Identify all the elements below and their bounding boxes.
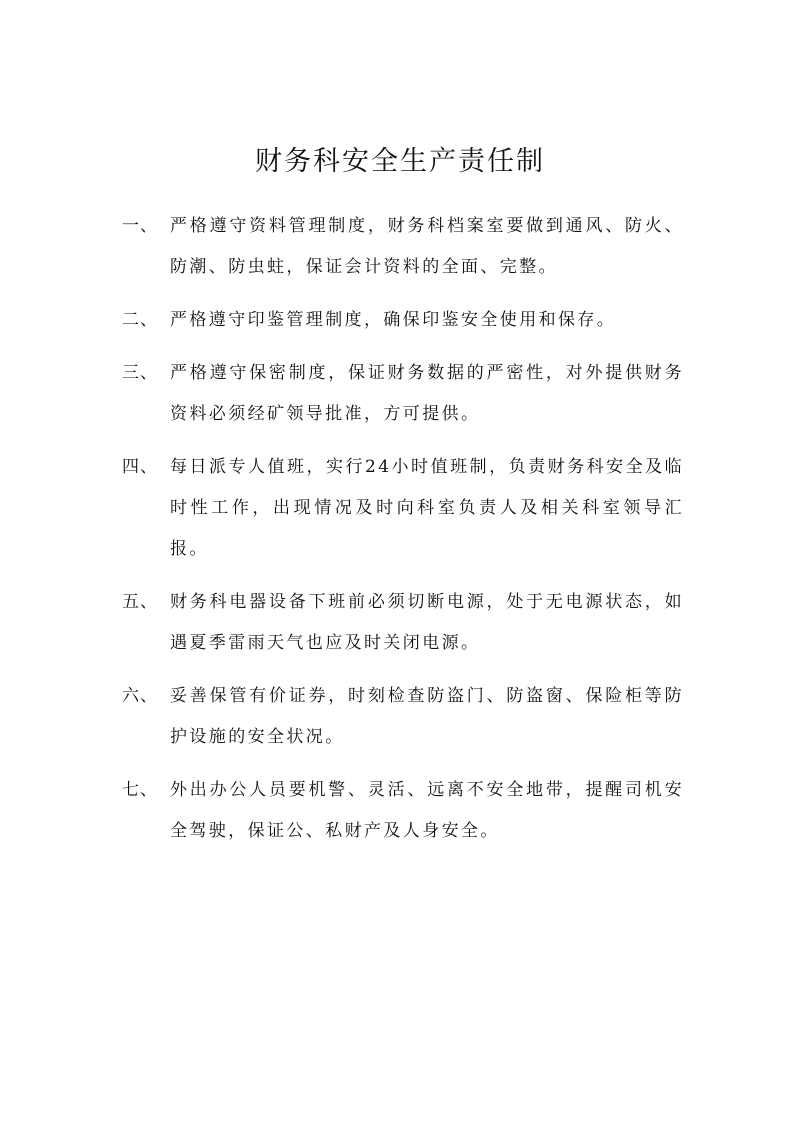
responsibility-list <box>122 206 684 864</box>
item-number: 四、 <box>122 457 158 477</box>
item-text: 每日派专人值班，实行24小时值班制，负责财务科安全及临时性工作，出现情况及时向科室负责人及相关科室领导汇报。 <box>170 457 684 559</box>
item-number: 五、 <box>122 592 158 612</box>
list-item <box>122 447 684 570</box>
item-text: 严格遵守资料管理制度，财务科档案室要做到通风、防火、防潮、防虫蛀，保证会计资料的全面、完整。 <box>170 216 684 277</box>
item-number: 一、 <box>122 216 158 236</box>
item-text: 严格遵守印鉴管理制度，确保印鉴安全使用和保存。 <box>170 310 617 330</box>
item-text: 财务科电器设备下班前必须切断电源，处于无电源状态，如遇夏季雷雨天气也应及时关闭电源。 <box>170 592 684 653</box>
list-item <box>122 582 684 664</box>
list-item <box>122 300 684 341</box>
item-number: 三、 <box>122 363 158 383</box>
item-number: 六、 <box>122 686 158 706</box>
list-item <box>122 206 684 288</box>
item-text: 外出办公人员要机警、灵活、远离不安全地带，提醒司机安全驾驶，保证公、私财产及人身安全。 <box>170 780 684 841</box>
list-item <box>122 676 684 758</box>
item-text: 严格遵守保密制度，保证财务数据的严密性，对外提供财务资料必须经矿领导批准，方可提供。 <box>170 363 684 424</box>
list-item <box>122 770 684 852</box>
item-number: 七、 <box>122 780 158 800</box>
item-number: 二、 <box>122 310 158 330</box>
list-item <box>122 353 684 435</box>
document-title: 财务科安全生产责任制 <box>255 146 545 177</box>
item-text: 妥善保管有价证券，时刻检查防盗门、防盗窗、保险柜等防护设施的安全状况。 <box>170 686 684 747</box>
